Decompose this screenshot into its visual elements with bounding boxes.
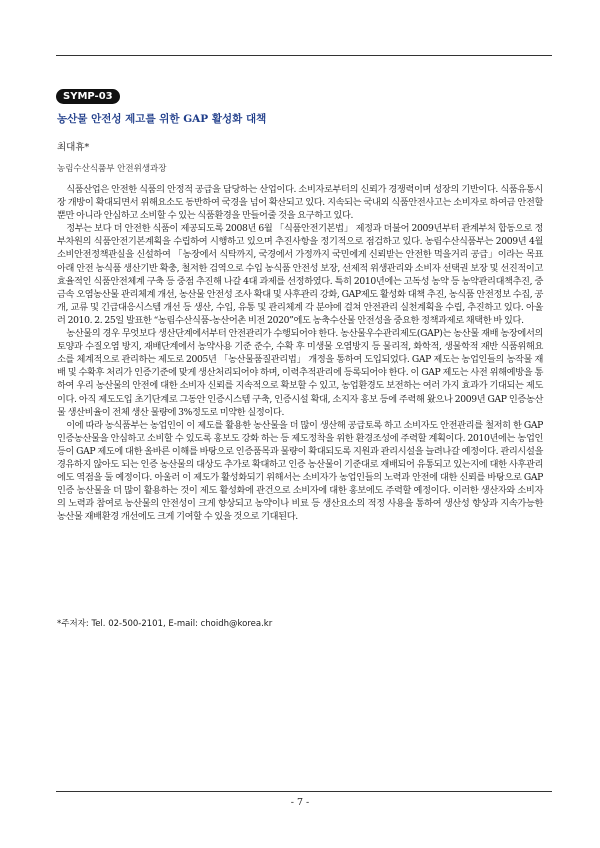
paragraph: 정부는 보다 더 안전한 식품이 제공되도록 2008년 6월 「식품안전기본법」 제정과 더불어 2009년부터 관계부처 합동으로 정부차원의 식품안전기본계획을 수립하여 시행하고 있으며 추진사항을 정기적으로 점검하고 있다. 농림수산식품부는 2009년 4월 소비안전정책관실을 신설하여 「농장에서 식탁까지, 국경에서 가정까지 국민에게 신뢰받는 안전한 먹을거리 공급」이라는 목표아래 안전 농식품 생산기반 확충, 철저한 검역으로 수입 농식품 안전성 보장, 선제적 위생관리와 소비자 선택권 보장 및 선진적이고 효율적인 식품안전체계 구축 등 중점 추진해 나갈 4대 과제를 선정하였다. 특히 2010년에는 고독성 농약 등 농약관리대책추진, 중금속 오염농산물 관리체계 개선, 농산물 안전성 조사 확대 및 사후관리 강화, GAP제도 활성화 대책 추진, 농식품 안전정보 수집, 공개, 교류 및 긴급대응시스템 개선 등 생산, 수입, 유통 및 관리체계 각 분야에 걸쳐 안전관리 실천계획을 수립, 추진하고 있다. 아울러 2010. 2. 25일 발표한 “농림수산식품-농산어촌 비전 2020”에도 농축수산물 안전성을 중요한 정책과제로 채택한 바 있다.: [57, 223, 543, 326]
session-badge: SYMP-03: [56, 89, 120, 104]
page-number: - 7 -: [290, 797, 310, 808]
author-contact-footnote: *주저자: Tel. 02-500-2101, E-mail: choidh@korea.kr: [57, 619, 273, 629]
author-affiliation: 농림수산식품부 안전위생과장: [57, 164, 167, 174]
paragraph: 농산물의 경우 무엇보다 생산단계에서부터 안전관리가 수행되어야 한다. 농산물우수관리제도(GAP)는 농산물 재배 농장에서의 토양과 수질오염 방지, 재배단계에서 농약사용 기준 준수, 수확 후 미생물 오염방지 등 물리적, 화학적, 생물학적 재반 식품위해요소를 체계적으로 관리하는 제도로 2005년 「농산물품질관리법」 개정을 통하여 도입되었다. GAP 제도는 농업인들의 농작물 재배 및 수확후 처리가 인증기준에 맞게 생산처리되어야 하며, 이력추적관리에 등록되어야 한다. 이 GAP 제도는 사전 위해예방을 통하여 우리 농산물의 안전에 대한 소비자 신뢰를 지속적으로 확보할 수 있고, 농업환경도 보전하는 여러 가지 효과가 기대되는 제도이다. 아직 제도도입 초기단계로 그동안 인증시스템 구축, 인증시설 확대, 소지자 홍보 등에 주력해 왔으나 2009년 GAP 인증농산물 생산비율이 전체 생산 물량에 3%정도로 미약한 실정이다.: [57, 328, 543, 418]
footer-rule: [56, 791, 552, 792]
author-name: 최대휴*: [57, 142, 90, 153]
paragraph: 식품산업은 안전한 식품의 안정적 공급을 담당하는 산업이다. 소비자로부터의 신뢰가 경쟁력이며 성장의 기반이다. 식품유통시장 개방이 확대되면서 위해요소도 동반하여 국경을 넘어 확산되고 있다. 지속되는 국내외 식품안전사고는 소비자로 하여금 안전할 뿐만 아니라 안심하고 소비할 수 있는 식품환경을 만들어줄 것을 요구하고 있다.: [57, 184, 543, 222]
paper-title: 농산물 안전성 제고를 위한 GAP 활성화 대책: [57, 113, 267, 125]
paragraph: 이에 따라 농식품부는 농업인이 이 제도를 활용한 농산물을 더 많이 생산해 공급토록 하고 소비자도 안전관리를 철저히 한 GAP 인증농산물을 안심하고 소비할 수 있도록 홍보도 강화 하는 등 제도정착을 위한 환경조성에 주력할 계획이다. 2010년에는 농업인 등이 GAP 제도에 대한 올바른 이해를 바탕으로 인증품목과 물량이 확대되도록 지원과 관리시설을 늘려나갈 예정이다. 관리시설을 경유하지 않아도 되는 인증 농산물의 대상도 추가로 확대하고 인증 농산물이 기준대로 재배되어 유통되고 있는지에 대한 사후관리에도 역점을 둘 예정이다. 아울러 이 제도가 활성화되기 위해서는 소비자가 농업인들의 노력과 안전에 대한 신뢰를 바탕으로 GAP인증 농산물을 더 많이 활용하는 것이 제도 활성화에 관건으로 소비자에 대한 홍보에도 주력할 예정이다. 이러한 생산자와 소비자의 노력과 참여로 농산물의 안전성이 크게 향상되고 농약이나 비료 등 생산요소의 적정 사용을 통하여 생산성 향상과 지속가능한 농산물 재배환경 개선에도 크게 기여할 수 있을 것으로 기대된다.: [57, 419, 543, 523]
body-text: [57, 183, 543, 523]
header-rule: [56, 55, 552, 56]
